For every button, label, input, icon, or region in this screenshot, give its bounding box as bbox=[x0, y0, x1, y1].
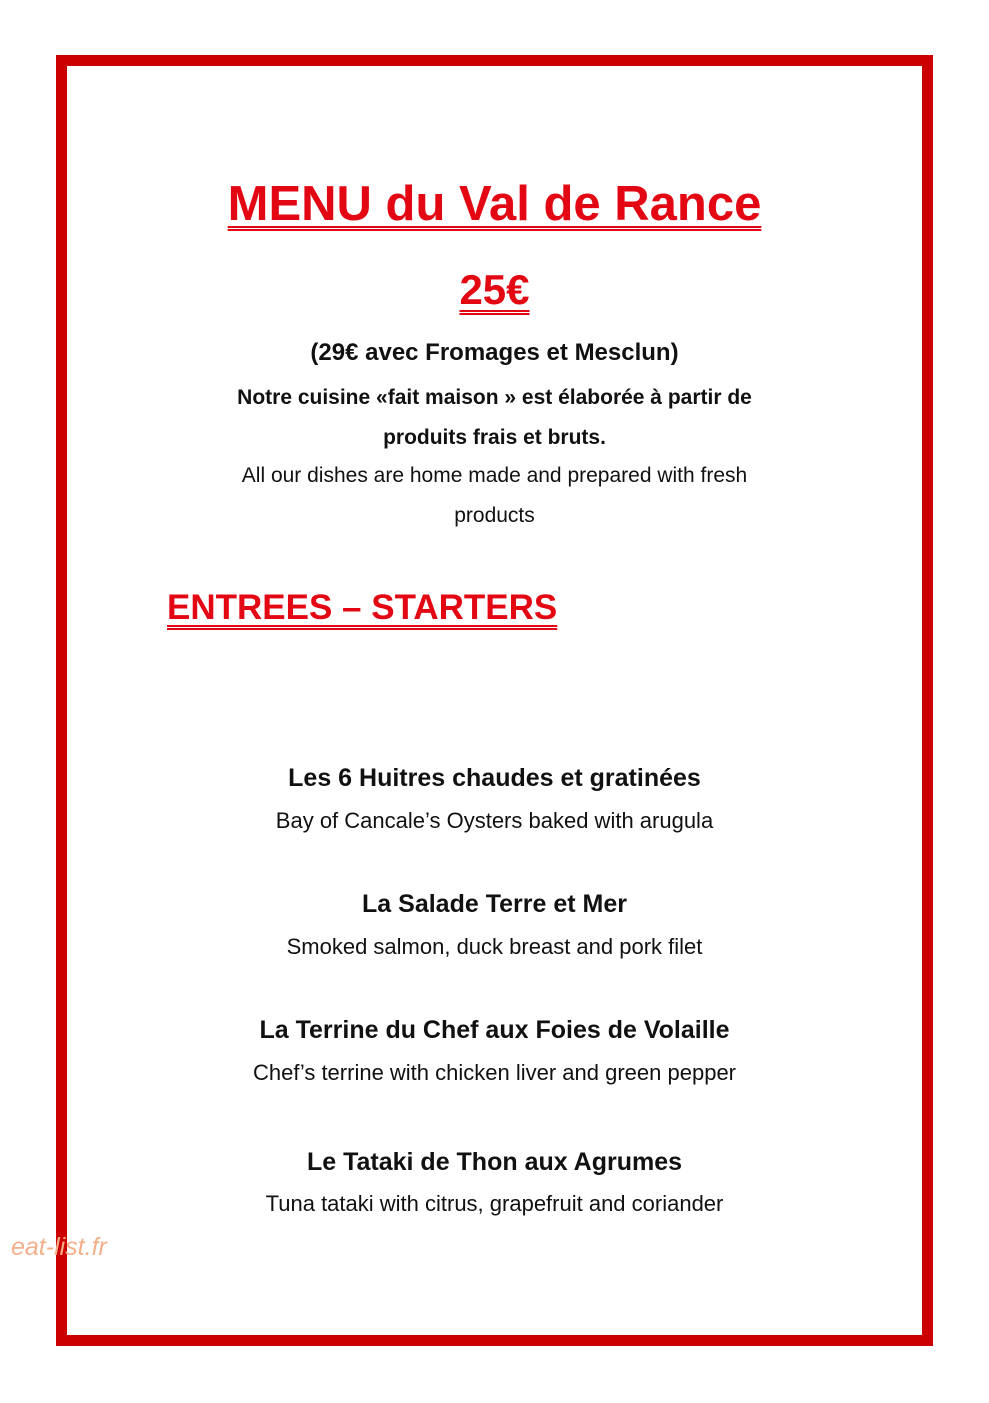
section-title-starters bbox=[167, 584, 557, 632]
intro-english bbox=[0, 456, 989, 536]
dish-description: Smoked salmon, duck breast and pork filet bbox=[286, 934, 703, 959]
menu-price bbox=[0, 260, 989, 320]
menu-title bbox=[0, 172, 989, 236]
menu-price-text: 25€ bbox=[459, 266, 530, 313]
dish-description: Bay of Cancale’s Oysters baked with arugula bbox=[275, 808, 714, 833]
dish-description: Tuna tataki with citrus, grapefruit and coriander bbox=[265, 1191, 724, 1216]
dish-name: La Terrine du Chef aux Foies de Volaille bbox=[259, 1016, 730, 1044]
section-title-text: ENTREES – STARTERS bbox=[167, 588, 558, 627]
dish-name: Le Tataki de Thon aux Agrumes bbox=[306, 1148, 683, 1176]
intro-english-line-1: All our dishes are home made and prepared with fresh bbox=[241, 464, 748, 487]
price-with-cheese: (29€ avec Fromages et Mesclun) bbox=[310, 339, 679, 366]
intro-english-line-2: products bbox=[454, 504, 535, 527]
watermark-text: eat-list.fr bbox=[11, 1233, 107, 1261]
intro-french bbox=[0, 378, 989, 458]
menu-title-text: MENU du Val de Rance bbox=[227, 177, 762, 231]
dish-name: La Salade Terre et Mer bbox=[362, 890, 627, 918]
intro-french-line-1: Notre cuisine «fait maison » est élaborée à partir de bbox=[237, 386, 752, 409]
intro-french-line-2: produits frais et bruts. bbox=[383, 426, 606, 449]
dish-name: Les 6 Huitres chaudes et gratinées bbox=[288, 764, 701, 792]
dish-description: Chef’s terrine with chicken liver and green pepper bbox=[252, 1060, 737, 1085]
